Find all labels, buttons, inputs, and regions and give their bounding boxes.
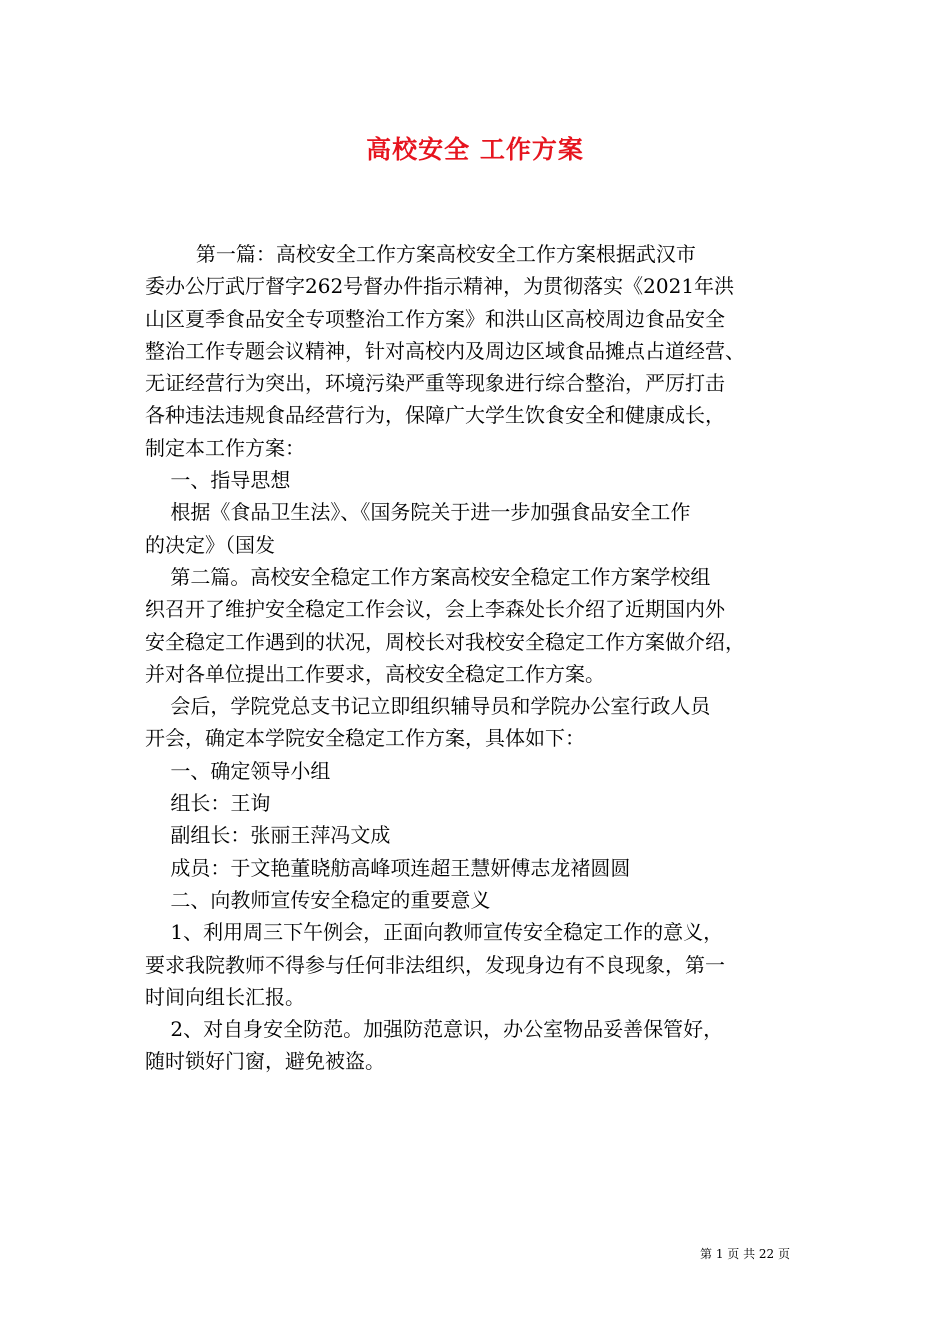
text-line: 会后，学院党总支书记立即组织辅导员和学院办公室行政人员 [145,694,711,719]
text-line: 一、确定领导小组 [145,758,331,783]
text-line: 2、对自身安全防范。加强防范意识，办公室物品妥善保管好， [145,1017,724,1042]
text-line: 整治工作专题会议精神，针对高校内及周边区域食品摊点占道经营、 [145,338,745,363]
text-line: 1、利用周三下午例会，正面向教师宣传安全稳定工作的意义， [145,920,724,945]
text-line: 副组长：张丽王萍冯文成 [145,823,391,848]
text-line: 时间向组长汇报。 [145,984,305,1009]
text-line: 组长：王询 [145,791,271,816]
text-line: 安全稳定工作遇到的状况，周校长对我校安全稳定工作方案做介绍， [145,629,745,654]
text-line: 一、指导思想 [145,468,291,493]
text-line: 各种违法违规食品经营行为，保障广大学生饮食安全和健康成长， [145,403,725,428]
text-line: 第二篇。高校安全稳定工作方案高校安全稳定工作方案学校组 [145,564,711,589]
text-line: 根据《食品卫生法》、《国务院关于进一步加强食品安全工作 [145,500,691,525]
text-line: 委办公厅武厅督字262号督办件指示精神，为贯彻落实《2021年洪 [145,274,735,299]
text-line: 制定本工作方案： [145,435,305,460]
text-line: 第一篇：高校安全工作方案高校安全工作方案根据武汉市 [145,242,696,266]
text-line: 要求我院教师不得参与任何非法组织，发现身边有不良现象，第一 [145,952,725,977]
text-line: 开会，确定本学院安全稳定工作方案，具体如下： [145,726,585,751]
document-title: 高校安全 工作方案 [366,135,584,164]
document-body [145,238,810,1078]
text-line: 织召开了维护安全稳定工作会议，会上李森处长介绍了近期国内外 [145,597,725,622]
text-line: 无证经营行为突出，环境污染严重等现象进行综合整治，严厉打击 [145,371,725,396]
text-line: 并对各单位提出工作要求，高校安全稳定工作方案。 [145,661,605,686]
text-line: 山区夏季食品安全专项整治工作方案》和洪山区高校周边食品安全 [145,306,725,331]
text-line: 二、向教师宣传安全稳定的重要意义 [145,887,491,912]
page-number: 第 1 页 共 22 页 [700,1247,790,1261]
text-line: 的决定》（国发 [145,532,275,557]
text-line: 成员：于文艳董晓舫高峰项连超王慧妍傅志龙褚圆圆 [145,855,631,880]
text-line: 随时锁好门窗，避免被盗。 [145,1049,385,1074]
